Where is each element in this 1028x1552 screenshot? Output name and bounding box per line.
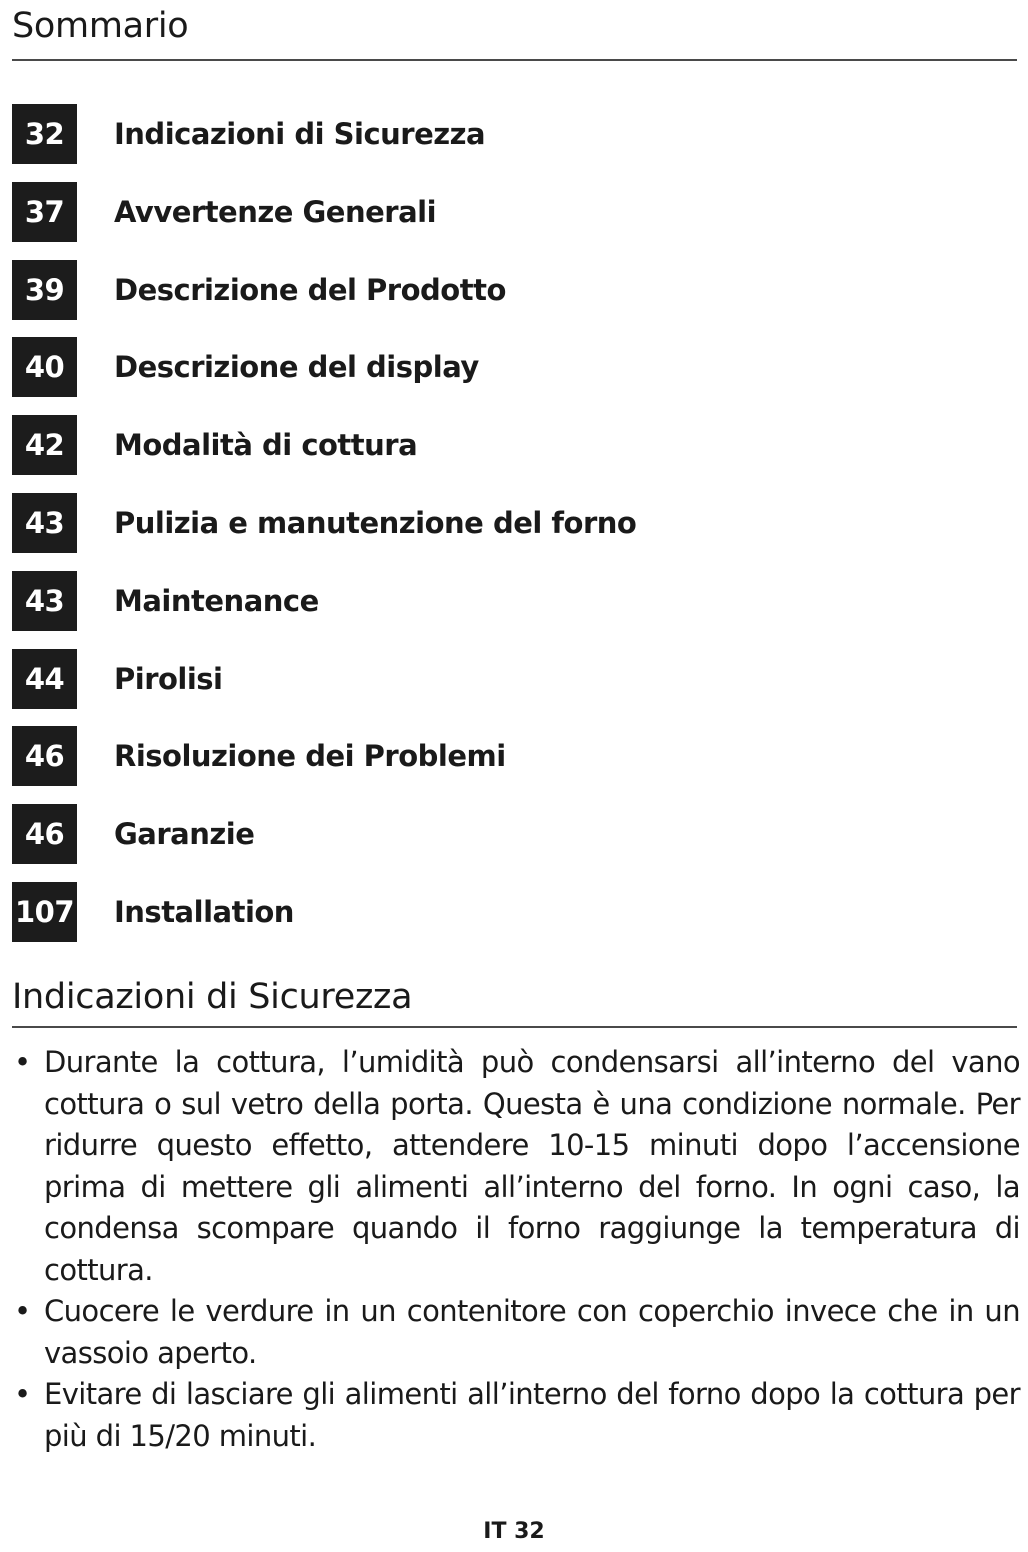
list-item-text: Evitare di lasciare gli alimenti all’interno del forno dopo la cottura per più di 15/20 minuti. — [44, 1377, 1020, 1453]
list-item-text: Cuocere le verdure in un contenitore con coperchio invece che in un vassoio aperto. — [44, 1294, 1020, 1370]
toc-entry-label: Descrizione del display — [114, 350, 479, 385]
toc-entry-label: Pirolisi — [114, 661, 223, 696]
toc-page-number: 43 — [12, 493, 77, 553]
bullet-icon: • — [14, 1377, 31, 1411]
toc-page-number: 46 — [12, 726, 77, 786]
toc-page-number: 43 — [12, 571, 77, 631]
list-item — [12, 1042, 1020, 1291]
toc-entry-label: Installation — [114, 894, 294, 929]
toc-page-number: 42 — [12, 415, 77, 475]
toc-entry-label: Garanzie — [114, 817, 255, 852]
toc-page-number: 32 — [12, 104, 77, 164]
toc-entry[interactable] — [12, 104, 1012, 164]
safety-list — [12, 1042, 1020, 1457]
table-of-contents — [12, 104, 1012, 960]
list-item-text: Durante la cottura, l’umidità può condensarsi all’interno del vano cottura o sul vetro della porta. Questa è una condizione normale. Per ridurre questo effetto, attendere 10-15 minuti dopo l’accensione prima di mettere gli alimenti all’interno del forno. In ogni caso, la condensa scompare quando il forno raggiunge la temperatura di cottura. — [44, 1045, 1020, 1287]
toc-entry[interactable] — [12, 260, 1012, 320]
section-divider — [12, 1026, 1017, 1028]
toc-entry-label: Maintenance — [114, 583, 319, 618]
toc-entry-label: Modalità di cottura — [114, 428, 418, 463]
toc-entry[interactable] — [12, 493, 1012, 553]
summary-title: Sommario — [12, 6, 189, 46]
toc-entry-label: Descrizione del Prodotto — [114, 272, 506, 307]
toc-page-number: 40 — [12, 337, 77, 397]
bullet-icon: • — [14, 1045, 31, 1079]
toc-entry-label: Risoluzione dei Problemi — [114, 739, 506, 774]
toc-entry[interactable] — [12, 182, 1012, 242]
toc-entry[interactable] — [12, 571, 1012, 631]
toc-page-number: 46 — [12, 804, 77, 864]
toc-entry[interactable] — [12, 649, 1012, 709]
toc-entry[interactable] — [12, 337, 1012, 397]
list-item — [12, 1291, 1020, 1374]
toc-entry[interactable] — [12, 804, 1012, 864]
toc-page-number: 107 — [12, 882, 77, 942]
section-title: Indicazioni di Sicurezza — [12, 977, 413, 1017]
toc-entry-label: Pulizia e manutenzione del forno — [114, 505, 637, 540]
toc-page-number: 44 — [12, 649, 77, 709]
toc-entry-label: Indicazioni di Sicurezza — [114, 117, 486, 151]
page-number-footer: IT 32 — [483, 1519, 545, 1544]
toc-page-number: 39 — [12, 260, 77, 320]
summary-divider — [12, 59, 1017, 61]
toc-entry-label: Avvertenze Generali — [114, 194, 437, 229]
toc-entry[interactable] — [12, 726, 1012, 786]
bullet-icon: • — [14, 1294, 31, 1328]
toc-entry[interactable] — [12, 882, 1012, 942]
toc-entry[interactable] — [12, 415, 1012, 475]
list-item — [12, 1374, 1020, 1457]
toc-page-number: 37 — [12, 182, 77, 242]
